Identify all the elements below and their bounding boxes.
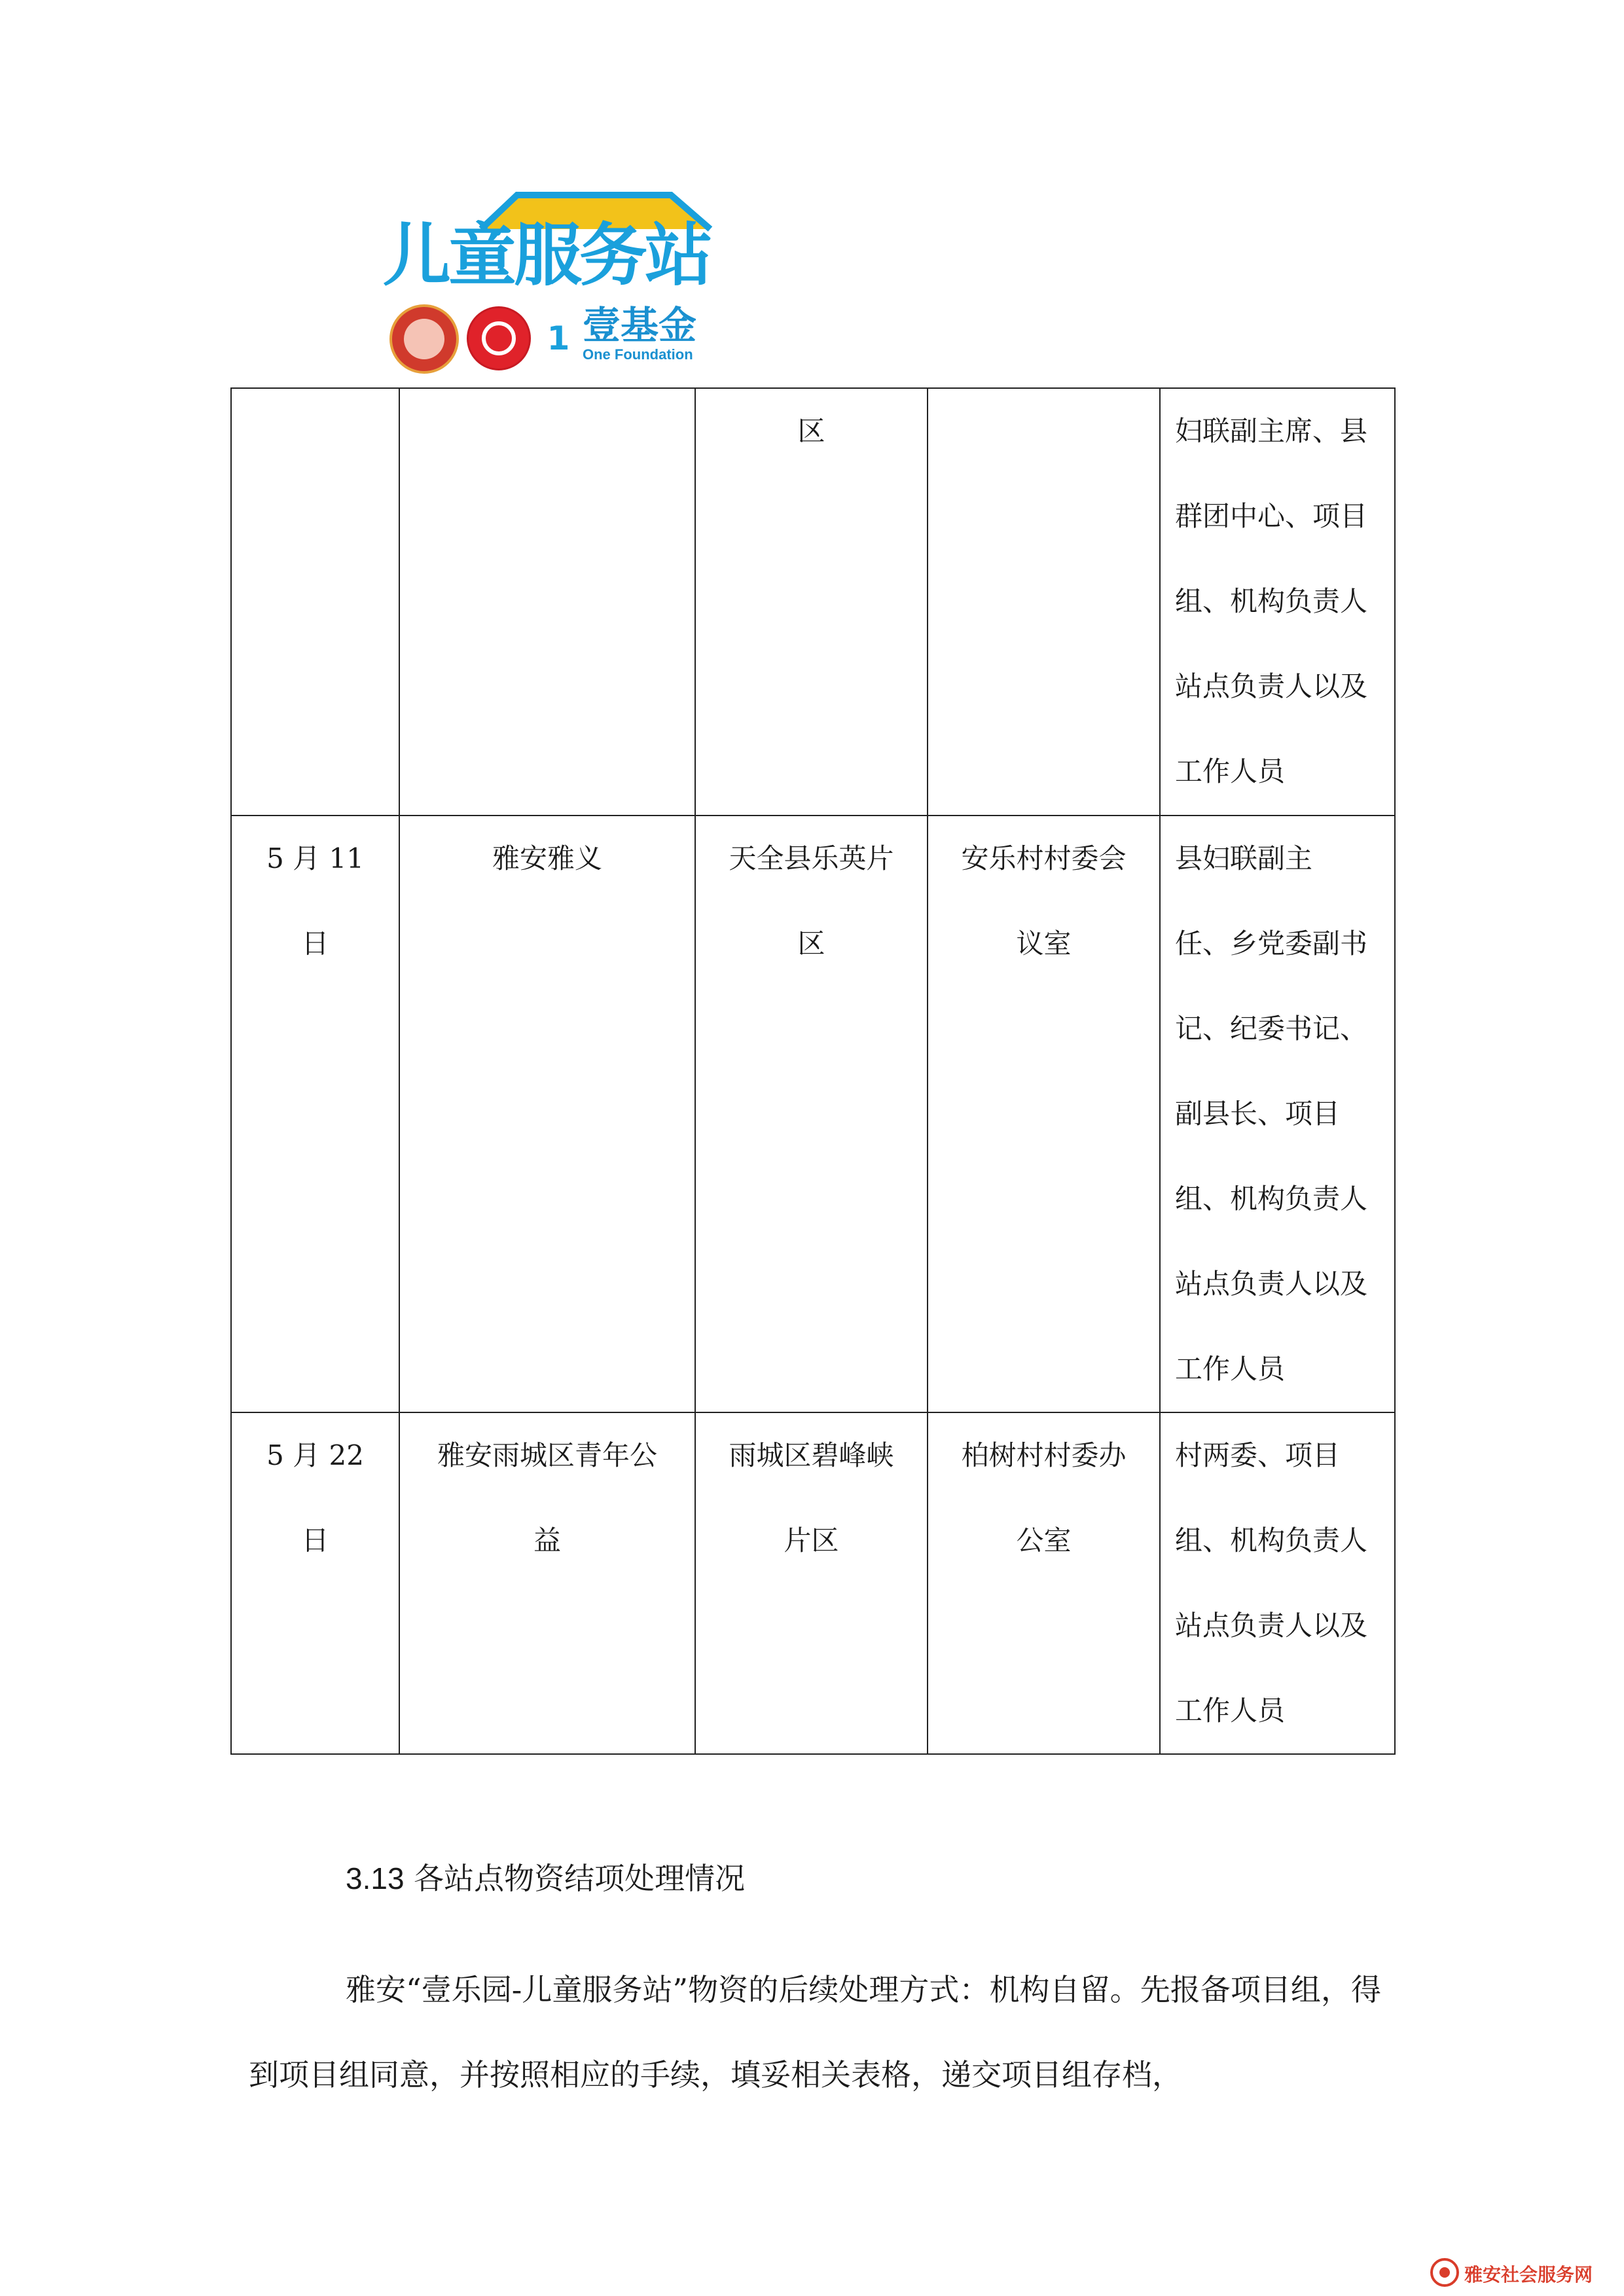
area-cell: 区 xyxy=(695,388,928,816)
area-cell: 天全县乐英片 区 xyxy=(695,816,928,1412)
charity-seal-icon xyxy=(389,304,459,374)
table-row xyxy=(231,1412,1395,1754)
section-heading xyxy=(346,1859,745,1898)
logo-brand-en: One Foundation xyxy=(583,346,693,363)
date-cell: 5 月 22 日 xyxy=(231,1412,399,1754)
schedule-table xyxy=(230,387,1396,1755)
section-number: 3.13 xyxy=(346,1861,405,1895)
one-foundation-mark: 1 xyxy=(547,319,570,357)
date-cell xyxy=(231,388,399,816)
table-row xyxy=(231,816,1395,1412)
attendees-cell: 妇联副主席、县 群团中心、项目 组、机构负责人 站点负责人以及 工作人员 xyxy=(1160,388,1395,816)
area-cell: 雨城区碧峰峡 片区 xyxy=(695,1412,928,1754)
table-row xyxy=(231,388,1395,816)
venue-cell xyxy=(928,388,1160,816)
venue-cell: 安乐村村委会 议室 xyxy=(928,816,1160,1412)
organization-cell xyxy=(399,388,695,816)
logo-title: 儿童服务站 xyxy=(383,215,711,295)
watermark-text: 雅安社会服务网 xyxy=(1464,2264,1593,2286)
attendees-cell: 村两委、项目 组、机构负责人 站点负责人以及 工作人员 xyxy=(1160,1412,1395,1754)
one-foundation-logo xyxy=(383,190,717,367)
body-paragraph: 雅安“壹乐园-儿童服务站”物资的后续处理方式：机构自留。先报备项目组，得到项目组同意，并按照相应的手续，填妥相关表格，递交项目组存档， xyxy=(249,1972,1381,2092)
logo-brand-cn: 壹基金 xyxy=(583,303,697,348)
section-title: 各站点物资结项处理情况 xyxy=(414,1861,746,1896)
womens-federation-emblem-icon xyxy=(467,306,531,370)
date-cell: 5 月 11 日 xyxy=(231,816,399,1412)
watermark-logo-icon xyxy=(1430,2258,1459,2287)
watermark xyxy=(1430,2254,1620,2291)
organization-cell: 雅安雅义 xyxy=(399,816,695,1412)
organization-cell: 雅安雨城区青年公 益 xyxy=(399,1412,695,1754)
attendees-cell: 县妇联副主 任、乡党委副书 记、纪委书记、 副县长、项目 组、机构负责人 站点负责人以及 工作人员 xyxy=(1160,816,1395,1412)
venue-cell: 柏树村村委办 公室 xyxy=(928,1412,1160,1754)
